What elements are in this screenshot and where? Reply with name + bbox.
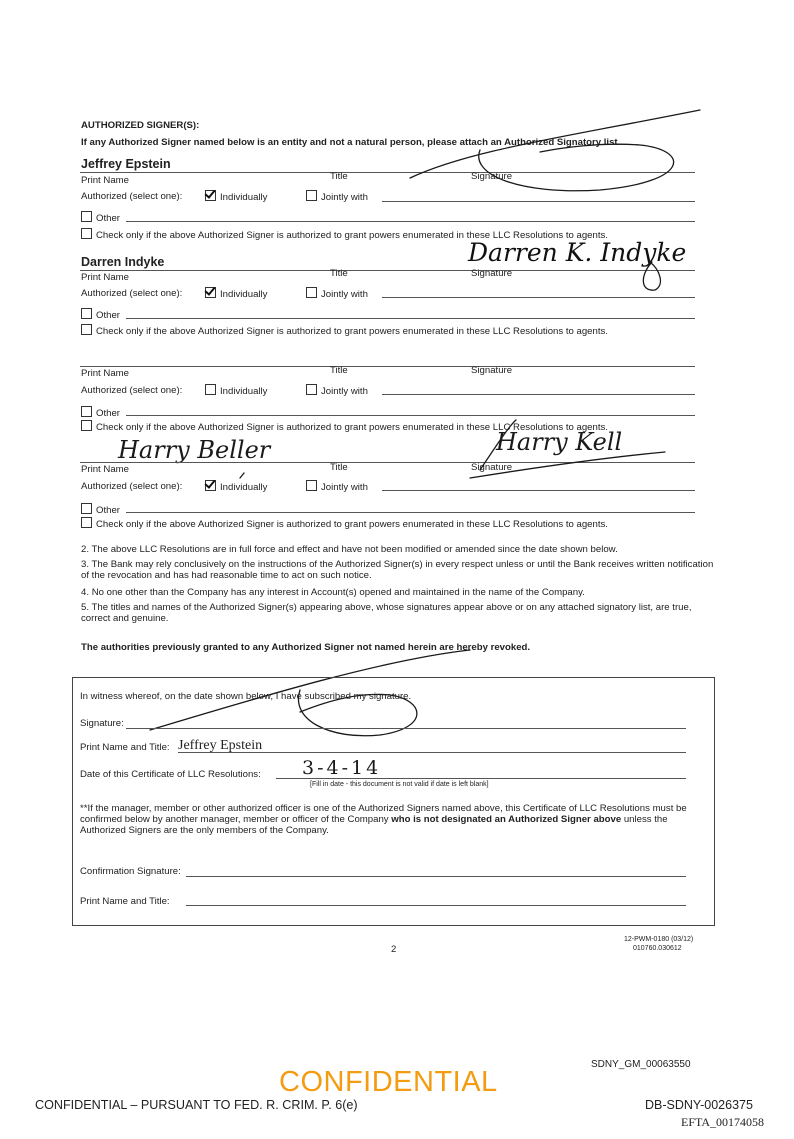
page-number: 2 <box>391 944 397 955</box>
grant-powers-option[interactable]: Check only if the above Authorized Signer is authorized to grant powers enumerated in these LLC Resolutions to agents. <box>81 228 608 241</box>
witness-signature-label: Signature: <box>80 718 124 729</box>
signer2-signature: Darren K. Indyke <box>468 238 687 267</box>
individually-option[interactable]: Individually <box>205 287 267 300</box>
individually-option[interactable]: Individually <box>205 190 267 203</box>
signature-label: Signature <box>471 268 513 279</box>
title-label: Title <box>330 462 348 473</box>
numbered-item-2: 2. The above LLC Resolutions are in full force and effect and have not been modified or amended since the date shown below. <box>81 544 618 555</box>
confirmation-signature-label: Confirmation Signature: <box>80 866 181 877</box>
confidential-stamp: CONFIDENTIAL <box>279 1066 498 1098</box>
authorized-select-label: Authorized (select one): <box>81 288 183 299</box>
epstein-signature-stroke <box>410 110 700 178</box>
form-code-2: 010760.030612 <box>633 945 682 952</box>
signer2-print-name: Darren Indyke <box>81 255 165 269</box>
signer4-signature: Harry Kell <box>496 428 623 456</box>
other-option[interactable]: Other <box>81 211 120 224</box>
tick-mark <box>240 473 244 478</box>
grant-powers-option[interactable]: Check only if the above Authorized Signer is authorized to grant powers enumerated in these LLC Resolutions to agents. <box>81 420 608 433</box>
other-option[interactable]: Other <box>81 503 120 516</box>
print-name-title-value: Jeffrey Epstein <box>178 738 263 753</box>
numbered-item-3: 3. The Bank may rely conclusively on the instructions of the Authorized Signer(s) in every respect unless or until the Bank receives written notification of the revocation and has had reasonable time to act on such notice. <box>81 559 714 581</box>
signature-label: Signature <box>471 462 513 473</box>
authorized-select-label: Authorized (select one): <box>81 191 183 202</box>
print-name-label: Print Name <box>81 272 129 283</box>
confidential-legend: CONFIDENTIAL – PURSUANT TO FED. R. CRIM. P. 6(e) <box>35 1098 358 1112</box>
other-option[interactable]: Other <box>81 406 120 419</box>
witness-box <box>72 677 715 926</box>
date-label: Date of this Certificate of LLC Resolutions: <box>80 769 261 780</box>
indyke-signature-loop <box>643 262 660 290</box>
authorized-select-label: Authorized (select one): <box>81 481 183 492</box>
print-name-label: Print Name <box>81 464 129 475</box>
revoked-statement: The authorities previously granted to any Authorized Signer not named herein are hereby revoked. <box>81 642 531 653</box>
signer4-print-name: Harry Beller <box>118 436 271 464</box>
bates-number-db: DB-SDNY-0026375 <box>645 1098 753 1112</box>
grant-powers-option[interactable]: Check only if the above Authorized Signer is authorized to grant powers enumerated in these LLC Resolutions to agents. <box>81 324 608 337</box>
print-name-label: Print Name <box>81 175 129 186</box>
form-code: 12-PWM-0180 (03/12) <box>624 936 694 943</box>
jointly-option[interactable]: Jointly with <box>306 190 368 203</box>
authorized-select-label: Authorized (select one): <box>81 385 183 396</box>
other-option[interactable]: Other <box>81 308 120 321</box>
grant-powers-option[interactable]: Check only if the above Authorized Signer is authorized to grant powers enumerated in these LLC Resolutions to agents. <box>81 517 608 530</box>
authorized-signatory-instruction: If any Authorized Signer named below is an entity and not a natural person, please attach an Authorized Signatory list. <box>81 137 621 148</box>
witness-text: In witness whereof, on the date shown below, I have subscribed my signature. <box>80 691 412 702</box>
numbered-item-5: 5. The titles and names of the Authorized Signer(s) appearing above, whose signatures appear above or on any attached signatory list, are true, correct and genuine. <box>81 602 692 624</box>
signature-label: Signature <box>471 171 513 182</box>
numbered-item-4: 4. No one other than the Company has any interest in Account(s) opened and maintained in the name of the Company. <box>81 587 585 598</box>
title-label: Title <box>330 171 348 182</box>
jointly-option[interactable]: Jointly with <box>306 287 368 300</box>
title-label: Title <box>330 268 348 279</box>
print-name-label: Print Name <box>81 368 129 379</box>
date-value: 3-4-14 <box>302 757 382 779</box>
epstein-signature-loop <box>479 144 674 191</box>
confirmation-note: **If the manager, member or other authorized officer is one of the Authorized Signers named above, this Certificate of LLC Resolutions must be confirmed below by another manager, member or officer of the Company who is not designated an Authorized Signer above unless the Authorized Signers are the only members of the Company. <box>80 803 687 836</box>
beller-signature-stroke <box>470 420 665 478</box>
date-note: [Fill in date - this document is not valid if date is left blank] <box>310 781 489 788</box>
signature-label: Signature <box>471 365 513 376</box>
print-name-title-label-2: Print Name and Title: <box>80 896 170 907</box>
print-name-title-label: Print Name and Title: <box>80 742 170 753</box>
individually-option[interactable]: Individually <box>205 480 267 493</box>
signer1-print-name: Jeffrey Epstein <box>81 157 171 171</box>
individually-option[interactable]: Individually <box>205 384 267 397</box>
bates-number-sdny-gm: SDNY_GM_00063550 <box>591 1059 691 1070</box>
title-label: Title <box>330 365 348 376</box>
jointly-option[interactable]: Jointly with <box>306 384 368 397</box>
section-title: AUTHORIZED SIGNER(S): <box>81 120 200 131</box>
jointly-option[interactable]: Jointly with <box>306 480 368 493</box>
efta-number: EFTA_00174058 <box>681 1115 765 1129</box>
